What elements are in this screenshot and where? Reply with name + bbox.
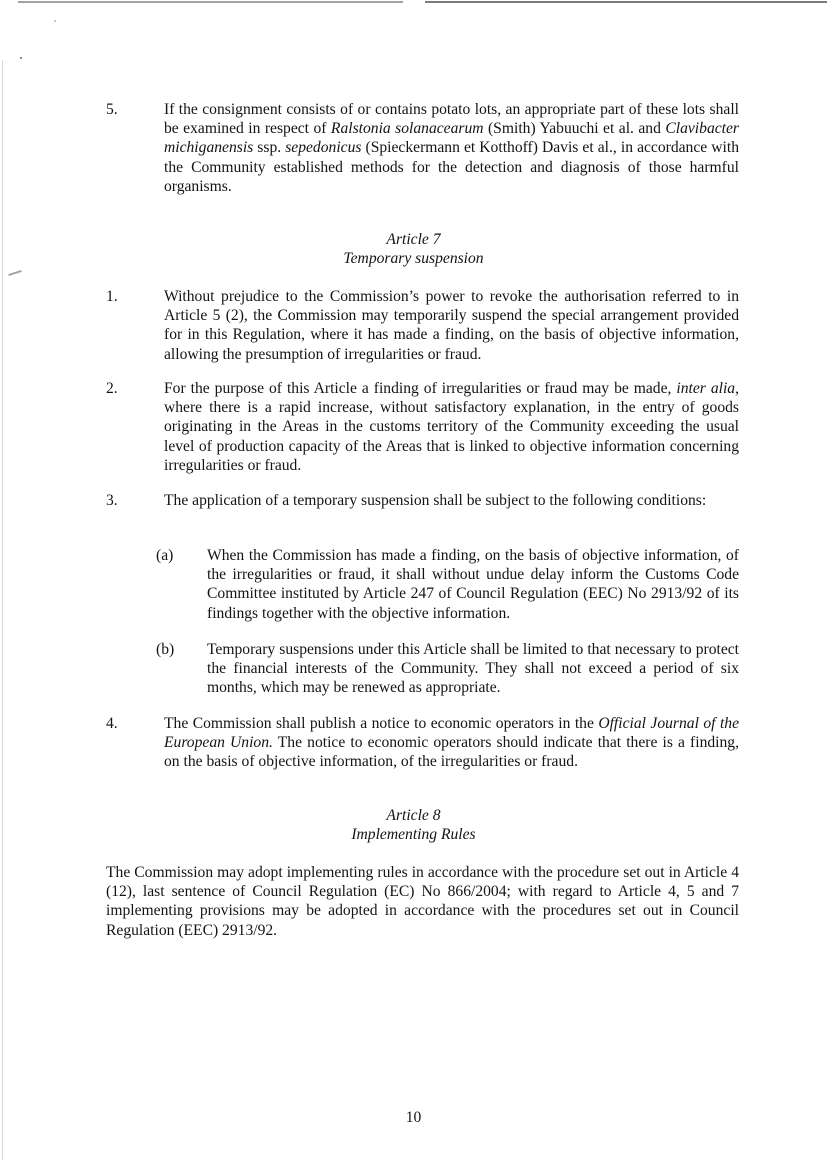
text-run: ssp. [253, 139, 286, 157]
scan-streak [18, 1, 403, 3]
italic-run: inter alia [676, 380, 736, 397]
subparagraph-label: (a) [156, 547, 174, 564]
article-8-heading: Article 8 [386, 807, 441, 824]
paragraph-5 [164, 100, 739, 196]
italic-run: Ralstonia solanacearum [330, 120, 484, 138]
page-number: 10 [405, 1109, 422, 1126]
article-7-subheading: Temporary suspension [343, 250, 484, 267]
text-run: (Smith) Yabuuchi et al. and [483, 120, 666, 138]
text-run: For the purpose of this Article a finding of irregularities or fraud may be made, [164, 380, 677, 397]
article-7-heading: Article 7 [386, 231, 441, 248]
paragraph-number: 3. [106, 492, 118, 509]
scan-streak [425, 1, 827, 3]
article-7-paragraph-2 [164, 379, 739, 475]
scan-speck [20, 57, 22, 59]
scan-speck [54, 20, 56, 22]
scan-top-edge [0, 0, 827, 5]
italic-run: Clavibacter michiganensis [164, 120, 739, 157]
paragraph-number: 2. [106, 380, 118, 397]
text-run: , where there is a rapid increase, without satisfactory explanation, in the entry of goods originating in the Areas in the customs territory of the Community exceeding the usual level of production capacity of the Areas that is linked to objective information concerning irregularities or fraud. [164, 380, 739, 474]
article-8-subheading: Implementing Rules [351, 826, 476, 843]
italic-run: Official Journal of the European Union. [164, 715, 739, 752]
article-7-paragraph-4 [164, 714, 739, 772]
article-7-subparagraph-b: Temporary suspensions under this Article shall be limited to that necessary to protect the financial interests of the Community. They shall not exceed a period of six months, which may be renewed as appropriate. [207, 641, 739, 697]
article-7-paragraph-1: Without prejudice to the Commission’s power to revoke the authorisation referred to in Article 5 (2), the Commission may temporarily suspend the special arrangement provided for in this Regulation, where it has made a finding, on the basis of objective information, allowing the presumption of irregularities or fraud. [164, 288, 739, 363]
text-run: (Spieckermann et Kotthoff) Davis et al., in accordance with the Community established methods for the detection and diagnosis of those harmful organisms. [164, 139, 739, 195]
article-8-paragraph: The Commission may adopt implementing rules in accordance with the procedure set out in Article 4 (12), last sentence of Council Regulation (EC) No 866/2004; with regard to Article 4, 5 and 7 implementing provisions may be adopted in accordance with the procedures set out in Council Regulation (EEC) 2913/92. [106, 864, 739, 939]
paragraph-number: 5. [106, 101, 118, 118]
italic-run: sepedonicus [285, 139, 362, 157]
scan-left-edge [2, 60, 3, 1160]
subparagraph-label: (b) [156, 641, 175, 658]
text-run: The Commission shall publish a notice to economic operators in the [164, 715, 599, 732]
article-7-paragraph-3: The application of a temporary suspension shall be subject to the following conditions: [164, 492, 707, 509]
text-run: If the consignment consists of or contains potato lots, an appropriate part of these lots shall be examined in respect of [164, 101, 739, 138]
text-run: The notice to economic operators should indicate that there is a finding, on the basis of objective information, of the irregularities or fraud. [164, 734, 740, 771]
paragraph-number: 1. [106, 288, 118, 305]
scan-speck [8, 270, 22, 276]
article-7-subparagraph-a: When the Commission has made a finding, on the basis of objective information, of the irregularities or fraud, it shall without undue delay inform the Customs Code Committee instituted by Article 247 of Council Regulation (EEC) No 2913/92 of its findings together with the objective information. [207, 547, 739, 622]
paragraph-number: 4. [106, 715, 118, 732]
